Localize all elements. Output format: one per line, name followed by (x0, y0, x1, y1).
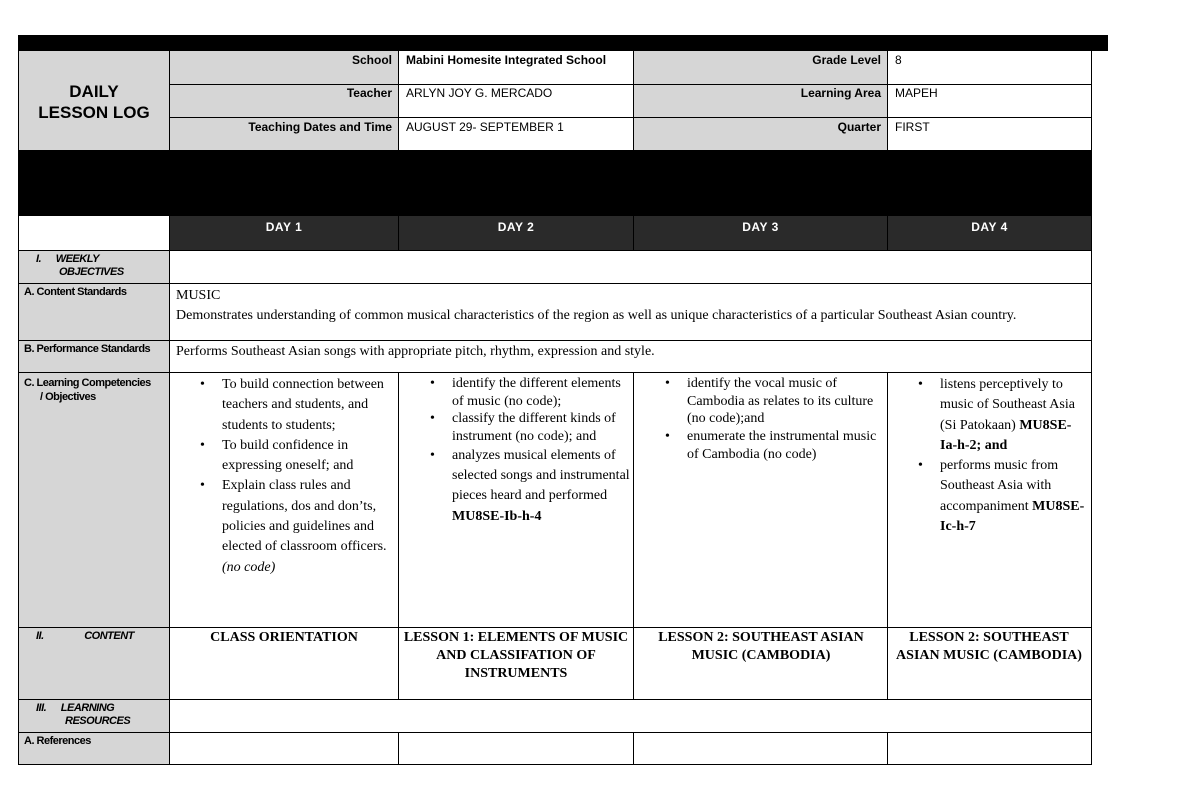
list-item: • identify the vocal music of Cambodia as relates to its culture (no code);and (687, 375, 881, 428)
content-label-text: CONTENT (84, 630, 134, 642)
content-day-4: LESSON 2: SOUTHEAST ASIAN MUSIC (CAMBODIA) (896, 630, 1082, 663)
competency-code: MU8SE-Ib-h-4 (452, 508, 542, 524)
list-item: • identify the different elements of music (no code); (452, 375, 630, 410)
day-3-header: DAY 3 (742, 220, 779, 234)
title-line-1: DAILY (69, 82, 119, 101)
list-item (940, 456, 1088, 537)
day-4-header: DAY 4 (971, 220, 1008, 234)
black-band (18, 150, 1092, 216)
school-label: School (351, 53, 392, 67)
competencies-label-1: C. Learning Competencies (24, 377, 151, 389)
content-num: II. (36, 630, 44, 642)
quarter-value: FIRST (895, 120, 930, 134)
references-label: A. References (24, 735, 91, 747)
dates-value: AUGUST 29- SEPTEMBER 1 (406, 120, 564, 134)
list-item (940, 375, 1088, 456)
learning-resources-label-1: LEARNING (60, 702, 115, 714)
row-label-column (19, 250, 169, 765)
performance-standards-label: B. Performance Standards (24, 343, 151, 355)
competencies-label (24, 376, 169, 404)
list-item-text: Explain class rules and regulations, dos and don’ts, policies and guidelines and elected of classroom officers. (222, 478, 387, 555)
competencies-day-1 (194, 375, 394, 578)
content-day-2: LESSON 1: ELEMENTS OF MUSIC AND CLASSIFATION OF INSTRUMENTS (403, 630, 629, 681)
list-item-text: performs music from Southeast Asia with accompaniment (940, 458, 1059, 514)
weekly-objectives-label-2: OBJECTIVES (59, 266, 124, 278)
competencies-day-2 (424, 375, 630, 527)
school-value: Mabini Homesite Integrated School (406, 53, 607, 67)
teacher-value: ARLYN JOY G. MERCADO (406, 86, 553, 100)
content-day-1: CLASS ORIENTATION (210, 630, 358, 645)
performance-standards-text: Performs Southeast Asian songs with appropriate pitch, rhythm, expression and style. (176, 344, 655, 359)
competency-code: MU8SE-Ia-h-2; and (940, 417, 1072, 453)
title-line-2: LESSON LOG (38, 103, 150, 122)
content-standards-label: A. Content Standards (24, 286, 127, 298)
competencies-label-2: / Objectives (40, 391, 96, 403)
learning-resources-num: III. (36, 702, 47, 714)
competencies-day-4 (912, 375, 1088, 537)
list-item-text: analyzes musical elements of selected songs and instrumental pieces heard and performed (452, 447, 630, 504)
teacher-label: Teacher (346, 86, 392, 100)
area-label: Learning Area (800, 86, 881, 100)
list-item: • enumerate the instrumental music of Cambodia (no code) (687, 428, 881, 463)
grade-value: 8 (895, 53, 902, 67)
learning-resources-label (36, 702, 166, 728)
list-item: • To build connection between teachers and students, and students to students; (222, 375, 394, 436)
list-item (452, 446, 630, 527)
list-item: • To build confidence in expressing oneself; and (222, 436, 394, 477)
grade-label: Grade Level (812, 53, 881, 67)
list-item: • classify the different kinds of instrument (no code); and (452, 410, 630, 445)
page-title (19, 81, 169, 123)
dates-label: Teaching Dates and Time (248, 120, 392, 134)
content-day-3: LESSON 2: SOUTHEAST ASIAN MUSIC (CAMBODIA) (658, 630, 864, 663)
weekly-objectives-num: I. (36, 253, 42, 265)
content-label (36, 630, 166, 642)
weekly-objectives-label-1: WEEKLY (55, 253, 99, 265)
list-item (222, 476, 394, 577)
weekly-objectives-label (36, 253, 166, 279)
competency-code: MU8SE-Ic-h-7 (940, 498, 1085, 535)
day-1-header: DAY 1 (265, 220, 303, 234)
quarter-label: Quarter (837, 120, 881, 134)
day-2-header: DAY 2 (497, 220, 535, 234)
list-item-text: listens perceptively to music of Southeast Asia (Si Patokaan) (940, 377, 1075, 433)
content-standards-subject: MUSIC (176, 288, 221, 303)
top-black-bar (18, 35, 1108, 51)
learning-resources-label-2: RESOURCES (65, 715, 131, 727)
area-value: MAPEH (895, 86, 938, 100)
content-standards-text: Demonstrates understanding of common musical characteristics of the region as well as unique characteristics of a particular Southeast Asian country. (176, 308, 1017, 323)
competencies-day-3 (659, 375, 881, 464)
no-code-note: (no code) (222, 559, 276, 575)
